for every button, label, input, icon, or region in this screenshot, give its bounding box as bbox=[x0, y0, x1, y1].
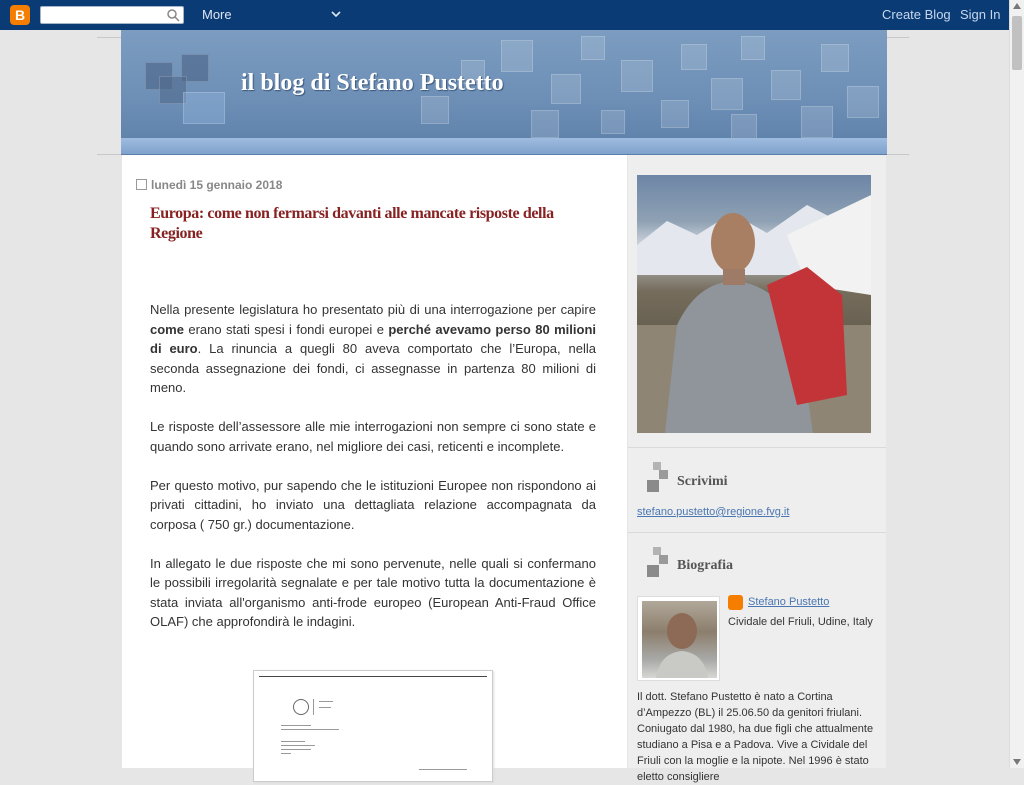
search-input[interactable] bbox=[40, 6, 184, 24]
chevron-down-icon[interactable] bbox=[330, 8, 342, 20]
blog-title[interactable]: il blog di Stefano Pustetto bbox=[241, 70, 504, 96]
post-paragraph: Le risposte dell’assessore alle mie interrogazioni non sempre ci sono state e quando sono arrivate erano, nel migliore dei casi, reticenti e incomplete. bbox=[150, 419, 596, 454]
header-bottom-bar bbox=[121, 138, 887, 155]
page-scrollbar[interactable] bbox=[1009, 0, 1024, 768]
attached-document-image[interactable] bbox=[253, 670, 493, 782]
avatar[interactable] bbox=[637, 596, 720, 681]
blogger-logo-icon[interactable]: B bbox=[10, 5, 30, 25]
post-date-header bbox=[136, 178, 282, 192]
post-paragraph: Nella presente legislatura ho presentato più di una interrogazione per capire come erano stati spesi i fondi europei e perché avevamo perso 80 milioni di euro. La rinuncia a quegli 80 aveva comportato che l’Europa, nella seconda assegnazione dei fondi, ci assegnasse in partenza 80 milioni di meno. bbox=[150, 302, 596, 395]
sidebar bbox=[628, 155, 886, 783]
email-link[interactable]: stefano.pustetto@regione.fvg.it bbox=[637, 506, 790, 518]
bio-widget-title: Biografia bbox=[677, 558, 733, 573]
post-title[interactable]: Europa: come non fermarsi davanti alle mancate risposte della Regione bbox=[150, 205, 554, 242]
profile-photo bbox=[637, 175, 871, 433]
widget-icon bbox=[647, 547, 669, 577]
blogger-navbar bbox=[0, 0, 1009, 30]
main-column bbox=[122, 155, 627, 768]
create-blog-link[interactable]: Create Blog bbox=[882, 7, 951, 22]
profile-location: Cividale del Friuli, Udine, Italy bbox=[728, 616, 873, 628]
sign-in-link[interactable]: Sign In bbox=[960, 7, 1001, 22]
widget-icon bbox=[647, 462, 669, 492]
search-icon[interactable] bbox=[166, 8, 180, 22]
bio-text: Il dott. Stefano Pustetto è nato a Cortina d’Ampezzo (BL) il 25.06.50 da genitori friulani. Coniugato dal 1980, ha due figli che attualmente studiano a Pisa e a Padova. Vive a Cividale del Friuli con la moglie e la nipote. Nel 1996 è stato eletto consigliere bbox=[637, 691, 874, 783]
blogger-profile-icon bbox=[728, 595, 743, 610]
profile-name-link[interactable]: Stefano Pustetto bbox=[748, 596, 830, 608]
post-paragraph: Per questo motivo, pur sapendo che le istituzioni Europee non rispondono ai privati cittadini, ho inviato una dettagliata relazione accompagnata da corposa ( 750 gr.) documentazione. bbox=[150, 477, 596, 532]
post-paragraph: In allegato le due risposte che mi sono pervenute, nelle quali si confermano le possibili irregolarità segnalate e per tale motivo tutta la documentazione è stata inviata all'organismo anti-frode europeo (European Anti-Fraud Office OLAF) che approfondirà le indagini. bbox=[150, 555, 596, 629]
contact-widget-title: Scrivimi bbox=[677, 474, 728, 489]
expand-icon[interactable] bbox=[136, 179, 147, 190]
post-date: lunedì 15 gennaio 2018 bbox=[151, 178, 283, 192]
blog-header bbox=[121, 30, 887, 148]
scrollbar-thumb[interactable] bbox=[1012, 16, 1022, 70]
document-logo-icon bbox=[293, 699, 309, 715]
scroll-up-icon[interactable] bbox=[1013, 3, 1021, 9]
scroll-down-icon[interactable] bbox=[1013, 759, 1021, 765]
post-body bbox=[150, 300, 596, 651]
more-menu[interactable]: More bbox=[202, 7, 232, 22]
